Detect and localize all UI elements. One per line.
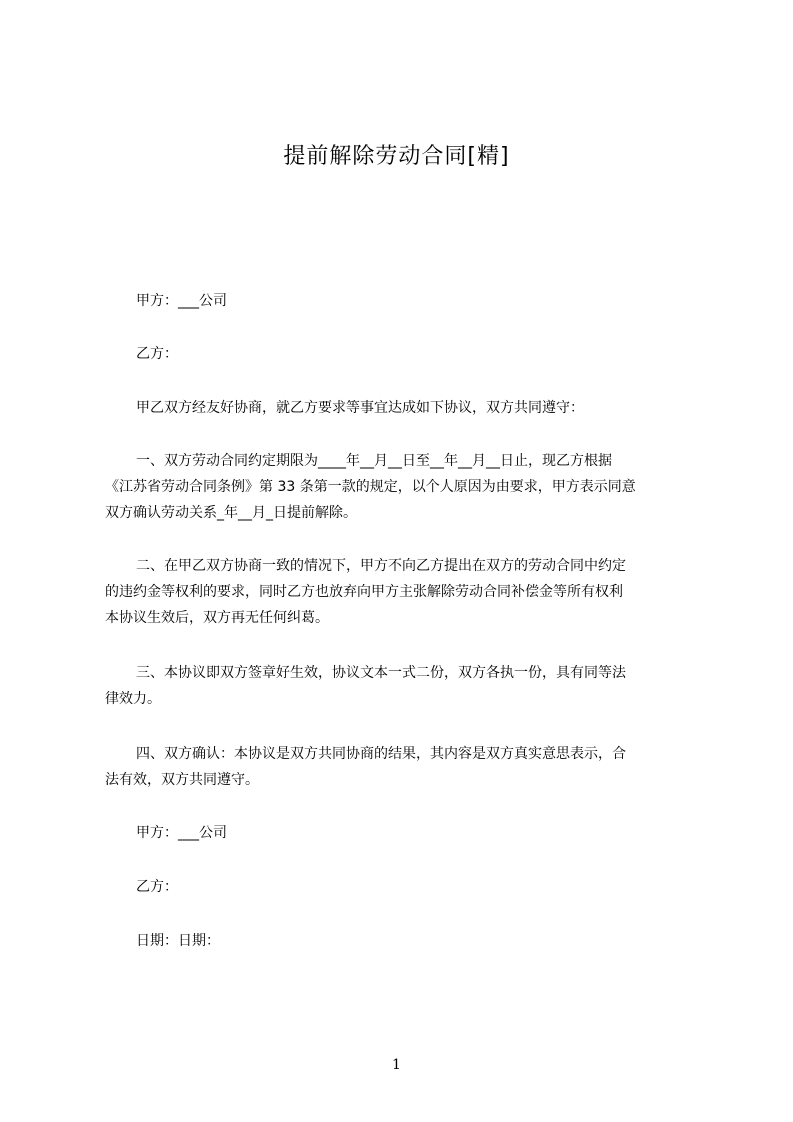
clause-4-line-1: 四、双方确认：本协议是双方共同协商的结果，其内容是双方真实意思表示，合 xyxy=(136,746,626,762)
clause-3-line-2: 律效力。 xyxy=(105,691,161,707)
signature-date: 日期：日期： xyxy=(136,933,220,949)
party-b-line: 乙方： xyxy=(136,346,178,362)
clause-1 xyxy=(105,448,700,526)
clause-1-line-1: 一、双方劳动合同约定期限为____年__月__日至__年__月__日止，现乙方根据 xyxy=(136,453,612,469)
signature-party-a: 甲方：___公司 xyxy=(136,825,227,841)
clause-2-line-3: 本协议生效后，双方再无任何纠葛。 xyxy=(105,610,329,626)
clause-1-line-2: 《江苏省劳动合同条例》第 33 条第一款的规定，以个人原因为由要求，甲方表示同意 xyxy=(105,479,636,495)
clause-4 xyxy=(105,741,700,793)
clause-4-line-2: 法有效，双方共同遵守。 xyxy=(105,772,259,788)
clause-3 xyxy=(105,660,700,712)
page-number: 1 xyxy=(392,1057,401,1073)
clause-2-line-2: 的违约金等权利的要求，同时乙方也放弃向甲方主张解除劳动合同补偿金等所有权利 xyxy=(105,584,623,600)
signature-party-b: 乙方： xyxy=(136,879,178,895)
intro-paragraph: 甲乙双方经友好协商，就乙方要求等事宜达成如下协议，双方共同遵守： xyxy=(136,400,584,416)
clause-2-line-1: 二、在甲乙双方协商一致的情况下，甲方不向乙方提出在双方的劳动合同中约定 xyxy=(136,558,626,574)
clause-3-line-1: 三、本协议即双方签章好生效，协议文本一式二份，双方各执一份，具有同等法 xyxy=(136,665,626,681)
document-title: 提前解除劳动合同[精] xyxy=(283,144,510,169)
clause-2 xyxy=(105,553,700,631)
party-a-line: 甲方：___公司 xyxy=(136,293,227,309)
clause-1-line-3: 双方确认劳动关系_年__月_日提前解除。 xyxy=(105,505,357,521)
